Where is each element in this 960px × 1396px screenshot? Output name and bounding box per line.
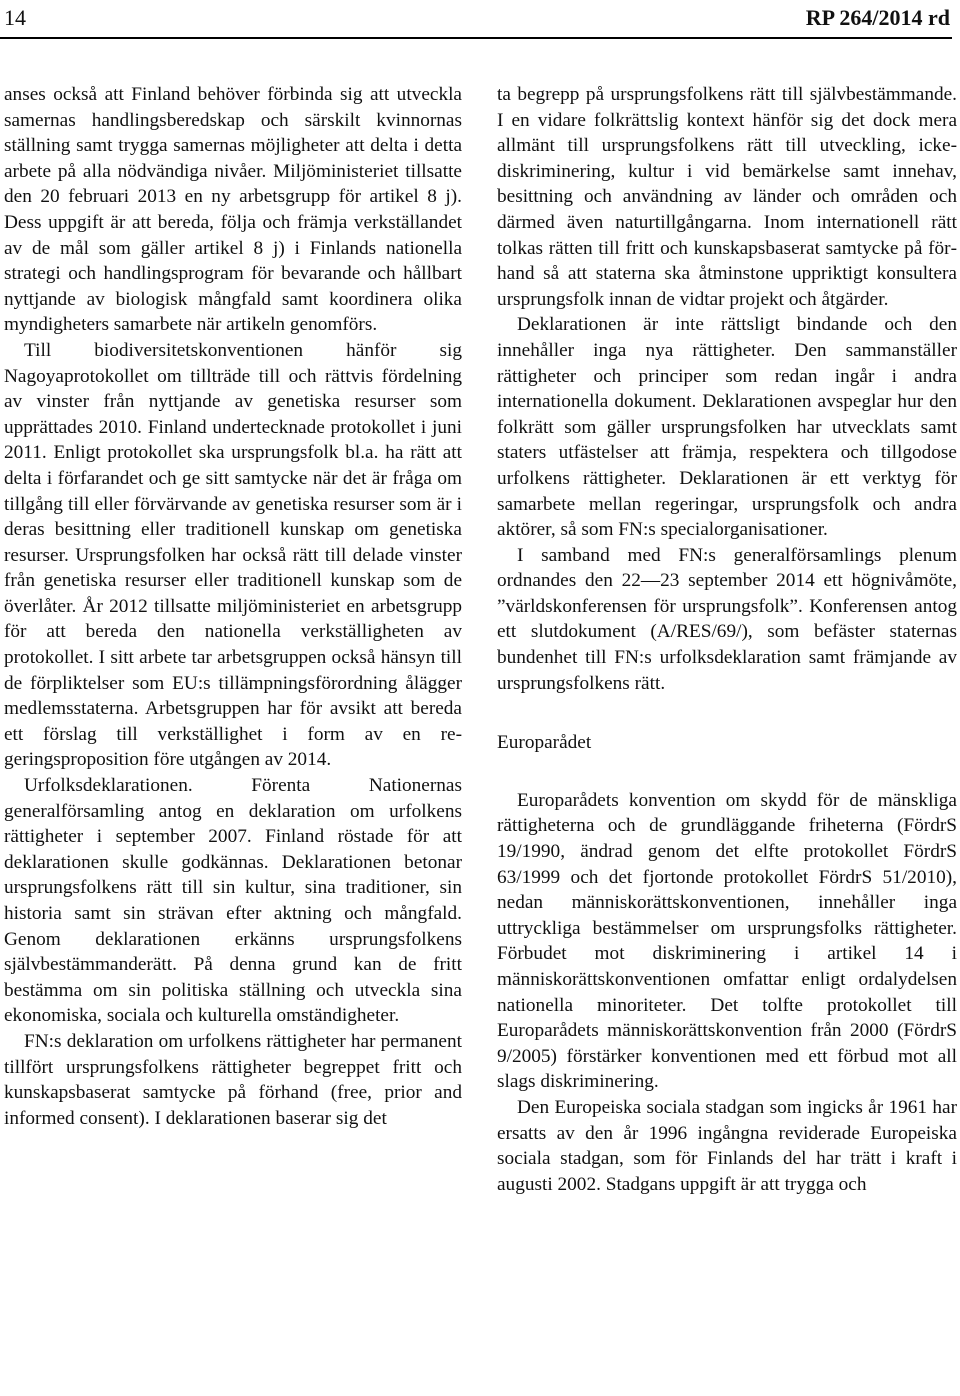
paragraph: Den Europeiska sociala stadgan som ingicks år 1961 har ersatts av den år 1996 ingångna reviderade Europeiska sociala stadgan, som för Finlands del har trätt i kraft i augusti 2002. Stadgans uppgift är att trygga och xyxy=(497,1096,957,1195)
page-number: 14 xyxy=(4,5,26,30)
right-column xyxy=(497,82,957,1396)
paragraph: FN:s deklaration om urfolkens rättigheter har permanent tillfört ursprungsfolkens rättigheter begreppet fritt och kunskapsbaserat samtycke på förhand (free, prior and informed consent). I deklarationen baserar sig det xyxy=(4,1030,462,1129)
paragraph: anses också att Finland behöver förbinda sig att utveckla samernas handlingsberedskap och särskilt kvinnornas ställning samt trygga samernas möjligheter att delta i detta arbete på alla nödvändiga nivåer. Miljöministeriet tillsatte den 20 februari 2013 en ny arbetsgrupp för artikel 8 j). Dess uppgift är att bereda, följa och främja verkställandet av de mål som gäller artikel 8 j) i Finlands nationella strategi och handlingsprogram för bevarande och hållbart nyttjande av biologisk mångfald samt koordinera olika myndigheters samarbete när artikeln genomförs. xyxy=(4,84,462,336)
document-id: RP 264/2014 rd xyxy=(805,5,950,30)
paragraph: Urfolksdeklarationen. Förenta Nationernas generalförsamling antog en deklaration om urfolkens rättigheter i september 2007. Finland röstade för att deklarationen skulle godkännas. Deklarationen betonar ursprungsfolkens rätt till sin kultur, sina traditioner, sin historia samt sin strävan efter aktning och mångfald. Genom deklarationen erkänns ursprungsfolkens självbestämmanderätt. På denna grund kan de fritt bestämma om sin politiska ställning och utveckla sina ekonomiska, sociala och kulturella omständigheter. xyxy=(4,775,462,1027)
section-heading: Europarådet xyxy=(497,732,592,754)
paragraph: I samband med FN:s generalförsamlings plenum ordnandes den 22—23 september 2014 ett högnivåmöte, ”världskonferensen för ursprungsfolk”. Konferensen antog ett slutdokument (A/RES/69/), som befäster staternas bundenhet till FN:s urfolksdeklaration samt främjande av ursprungsfolkens rätt. xyxy=(497,544,957,694)
header-rule xyxy=(0,37,952,39)
paragraph: Deklarationen är inte rättsligt bindande och den innehåller inga nya rättigheter. Den sammanställer rättigheter och principer som redan ingår i andra internationella dokument. Deklarationen avspeglar hur den folkrätt som gäller ursprungsfolken har utvecklats samt staters utfästelser att främja, respektera och tillgodose urfolkens rättigheter. Deklarationen är ett verktyg för samarbete mellan regeringar, ursprungsfolk och andra aktörer, så som FN:s specialorganisationer. xyxy=(497,314,957,541)
left-column xyxy=(4,82,462,1396)
paragraph: Europarådets konvention om skydd för de mänskliga rättigheterna och de grundläggande friheterna (FördrS 19/1990, ändrad genom det elfte protokollet FördrS 63/1999 och det fjortonde protokollet FördrS 51/2010), nedan människorättskonventionen, innehåller inga uttryckliga bestämmelser om ursprungsfolks rättigheter. Förbudet mot diskriminering i artikel 14 i människorättskonventionen omfattar enligt ordalydelsen nationella minoriteter. Det tolfte protokollet till Europarådets människorättskonvention från 2000 (FördrS 9/2005) förstärker konventionen med ett förbud mot all slags diskriminering. xyxy=(497,789,957,1093)
paragraph: ta begrepp på ursprungsfolkens rätt till självbestämmande. I en vidare folkrättslig kontext hänför sig det dock mera allmänt till ursprungsfolkens rätt till utveckling, ickediskriminering, kultur i vid bemärkelse samt innehav, besittning och användning av länder och områden och därmed även naturtillgångarna. Inom internationell rätt tolkas rätten till fritt och kunskapsbaserat samtycke på förhand så att staterna ska åtminstone uppriktigt konsultera ursprungsfolk innan de vidtar projekt och åtgärder. xyxy=(497,84,957,310)
page-header xyxy=(4,2,950,36)
paragraph: Till biodiversitetskonventionen hänför sig Nagoyaprotokollet om tillträde till och rättvis fördelning av vinster från nyttjande av genetiska resurser som upprättades 2010. Finland undertecknade protokollet i juni 2011. Enligt protokollet ska ursprungsfolk bl.a. ha rätt att delta i förfarandet och ge sitt samtycke när det är fråga om tillgång till eller förvärvande av genetiska resurser som är i deras besittning eller traditionell kunskap om genetiska resurser. Ursprungsfolken har också rätt till delade vinster från genetiska resurser eller traditionell kunskap som de överlåter. År 2012 tillsatte miljöministeriet en arbetsgrupp för att bereda den nationella verkställigheten av protokollet. I sitt arbete tar arbetsgruppen också hänsyn till de förpliktelser som EU:s tillämpningsförordning ålägger medlemsstaterna. Arbetsgruppen har för avsikt att bereda ett förslag till verkställighet i form av en regeringsproposition före utgången av 2014. xyxy=(4,339,462,771)
